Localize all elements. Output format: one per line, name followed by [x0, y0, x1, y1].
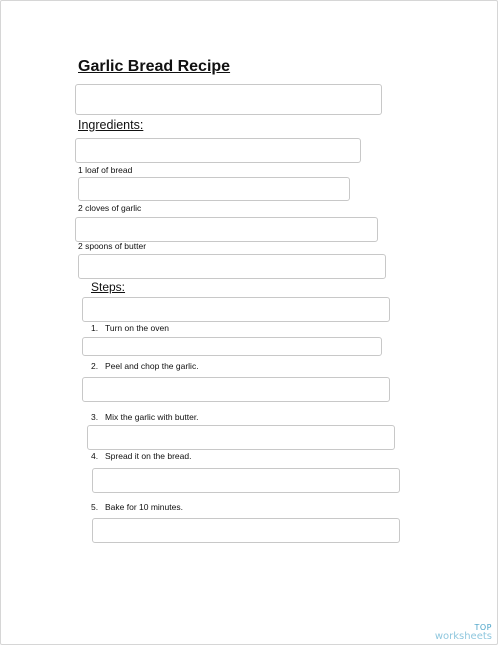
answer-box-5[interactable]: [78, 254, 386, 279]
answer-box-11[interactable]: [92, 518, 400, 543]
step-item: [91, 451, 191, 461]
step-item: [91, 412, 199, 422]
answer-box-6[interactable]: [82, 297, 390, 322]
answer-box-1[interactable]: [75, 84, 382, 115]
answer-box-3[interactable]: [78, 177, 350, 201]
answer-box-9[interactable]: [87, 425, 395, 450]
step-item: [91, 323, 169, 333]
logo-line-worksheets: worksheets: [434, 631, 492, 642]
logo-line-top: TOP: [474, 623, 492, 632]
topworksheets-logo: [435, 623, 492, 641]
step-number: 2.: [91, 361, 99, 371]
step-text: Spread it on the bread.: [105, 451, 192, 461]
ingredient-item: 2 spoons of butter: [78, 241, 147, 251]
step-text: Peel and chop the garlic.: [105, 361, 199, 371]
step-text: Bake for 10 minutes.: [105, 502, 183, 512]
answer-box-7[interactable]: [82, 337, 382, 356]
step-number: 1.: [91, 323, 99, 333]
step-text: Turn on the oven: [105, 323, 169, 333]
answer-box-4[interactable]: [75, 217, 378, 242]
steps-heading: Steps:: [91, 280, 126, 294]
step-number: 3.: [91, 412, 99, 422]
step-item: [91, 502, 183, 512]
step-number: 4.: [91, 451, 99, 461]
step-item: [91, 361, 199, 371]
ingredient-item: 2 cloves of garlic: [78, 203, 142, 213]
answer-box-2[interactable]: [75, 138, 361, 163]
answer-box-8[interactable]: [82, 377, 390, 402]
step-number: 5.: [91, 502, 99, 512]
worksheet-title: Garlic Bread Recipe: [78, 58, 231, 75]
step-text: Mix the garlic with butter.: [105, 412, 199, 422]
answer-box-10[interactable]: [92, 468, 400, 493]
ingredient-item: 1 loaf of bread: [78, 165, 133, 175]
ingredients-heading: Ingredients:: [78, 118, 144, 132]
